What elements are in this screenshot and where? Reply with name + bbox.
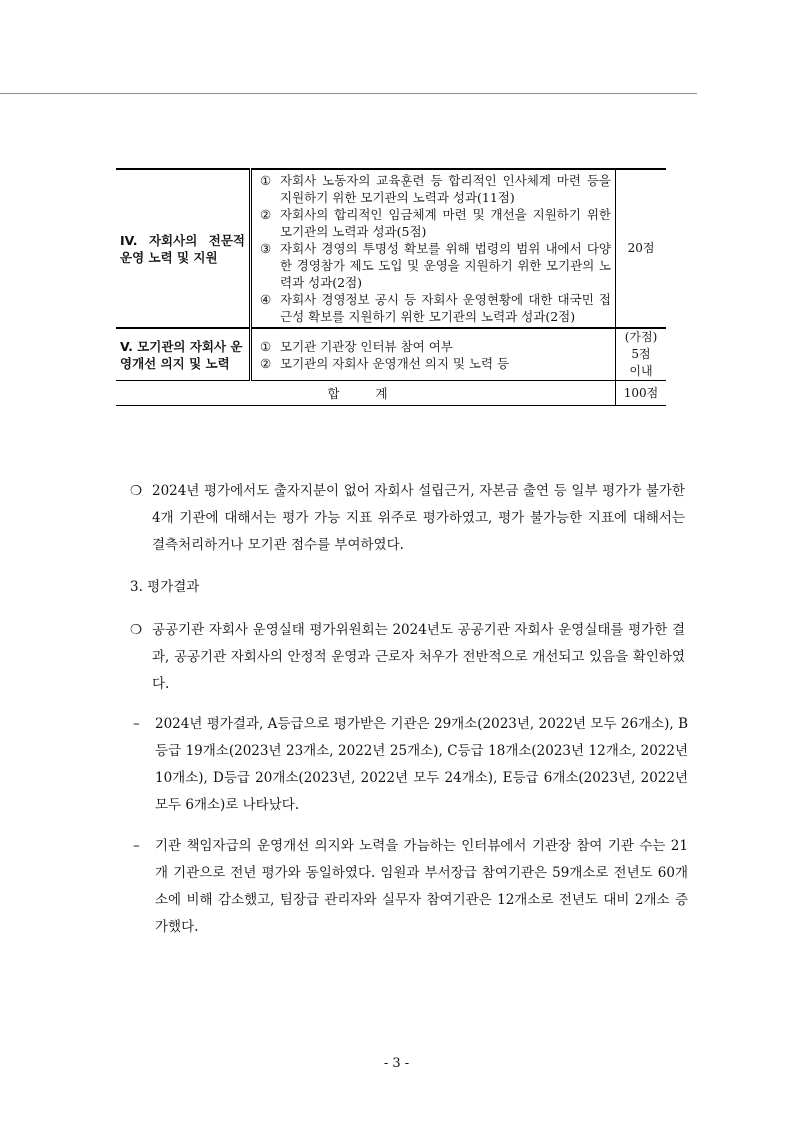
criteria-cell — [251, 169, 616, 328]
list-item: ③ 자회사 경영의 투명성 확보를 위해 법령의 범위 내에서 다양한 경영참가 제도 도입 및 운영을 지원하기 위한 모기관의 노력과 성과(2점) — [260, 241, 611, 290]
body-paragraph: ❍ 공공기관 자회사 운영실태 평가위원회는 2024년도 공공기관 자회사 운영실태를 평가한 결과, 공공기관 자회사의 안정적 운영과 근로자 처우가 전반적으로 개선되고 있음을 확인하였다. — [130, 617, 685, 698]
list-item: ① 자회사 노동자의 교육훈련 등 합리적인 인사체계 마련 등을 지원하기 위한 모기관의 노력과 성과(11점) — [260, 173, 611, 205]
table-row — [116, 169, 666, 328]
dash-icon: – — [133, 716, 140, 732]
page-number: - 3 - — [383, 1056, 410, 1071]
list-item: ④ 자회사 경영정보 공시 등 자회사 운영현황에 대한 대국민 접근성 확보를 지원하기 위한 모기관의 노력과 성과(2점) — [260, 292, 611, 324]
list-item: ② 자회사의 합리적인 임금체계 마련 및 개선을 지원하기 위한 모기관의 노력과 성과(5점) — [260, 207, 611, 239]
list-item: ① 모기관 기관장 인터뷰 참여 여부 — [260, 338, 453, 354]
body-paragraph: – 2024년 평가결과, A등급으로 평가받은 기관은 29개소(2023년, 2022년 모두 26개소), B등급 19개소(2023년 23개소, 2022년 25개소), C등급 18개소(2023년 12개소, 2022년 10개소), D등급 20개소(2023년, 2022년 모두 24개소), E등급 6개소(2023년, 2022년 모두 6개소)로 나타났다. — [133, 711, 688, 819]
table-row — [116, 328, 666, 381]
dash-icon: – — [133, 838, 140, 854]
bullet-icon: ❍ — [130, 483, 143, 499]
body-paragraph: – 기관 책임자급의 운영개선 의지와 노력을 가늠하는 인터뷰에서 기관장 참여 기관 수는 21개 기관으로 전년 평가와 동일하였다. 임원과 부서장급 참여기관은 59개소로 전년도 60개소에 비해 감소했고, 팀장급 관리자와 실무자 참여기관은 12개소로 전년도 대비 2개소 증가했다. — [133, 833, 688, 941]
category-label: IV. 자회사의 전문적 운영 노력 및 지원 — [120, 232, 245, 265]
points-cell: (가점) 5점 이내 — [616, 328, 667, 381]
category-label: V. 모기관의 자회사 운영개선 의지 및 노력 — [120, 338, 243, 371]
category-cell — [116, 328, 251, 381]
category-cell — [116, 169, 251, 328]
total-row — [116, 381, 666, 406]
criteria-cell — [251, 328, 616, 381]
points-cell: 20점 — [616, 169, 667, 328]
bullet-icon: ❍ — [130, 622, 143, 638]
evaluation-table — [116, 168, 666, 406]
total-label: 합 계 — [116, 381, 616, 406]
total-points: 100점 — [616, 381, 667, 406]
header-rule — [0, 93, 697, 94]
section-heading: 3. 평가결과 — [130, 579, 200, 595]
body-paragraph: ❍ 2024년 평가에서도 출자지분이 없어 자회사 설립근거, 자본금 출연 등 일부 평가가 불가한 4개 기관에 대해서는 평가 가능 지표 위주로 평가하였고, 평가 불가능한 지표에 대해서는 결측처리하거나 모기관 점수를 부여하였다. — [130, 478, 685, 559]
list-item: ② 모기관의 자회사 운영개선 의지 및 노력 등 — [260, 355, 510, 371]
